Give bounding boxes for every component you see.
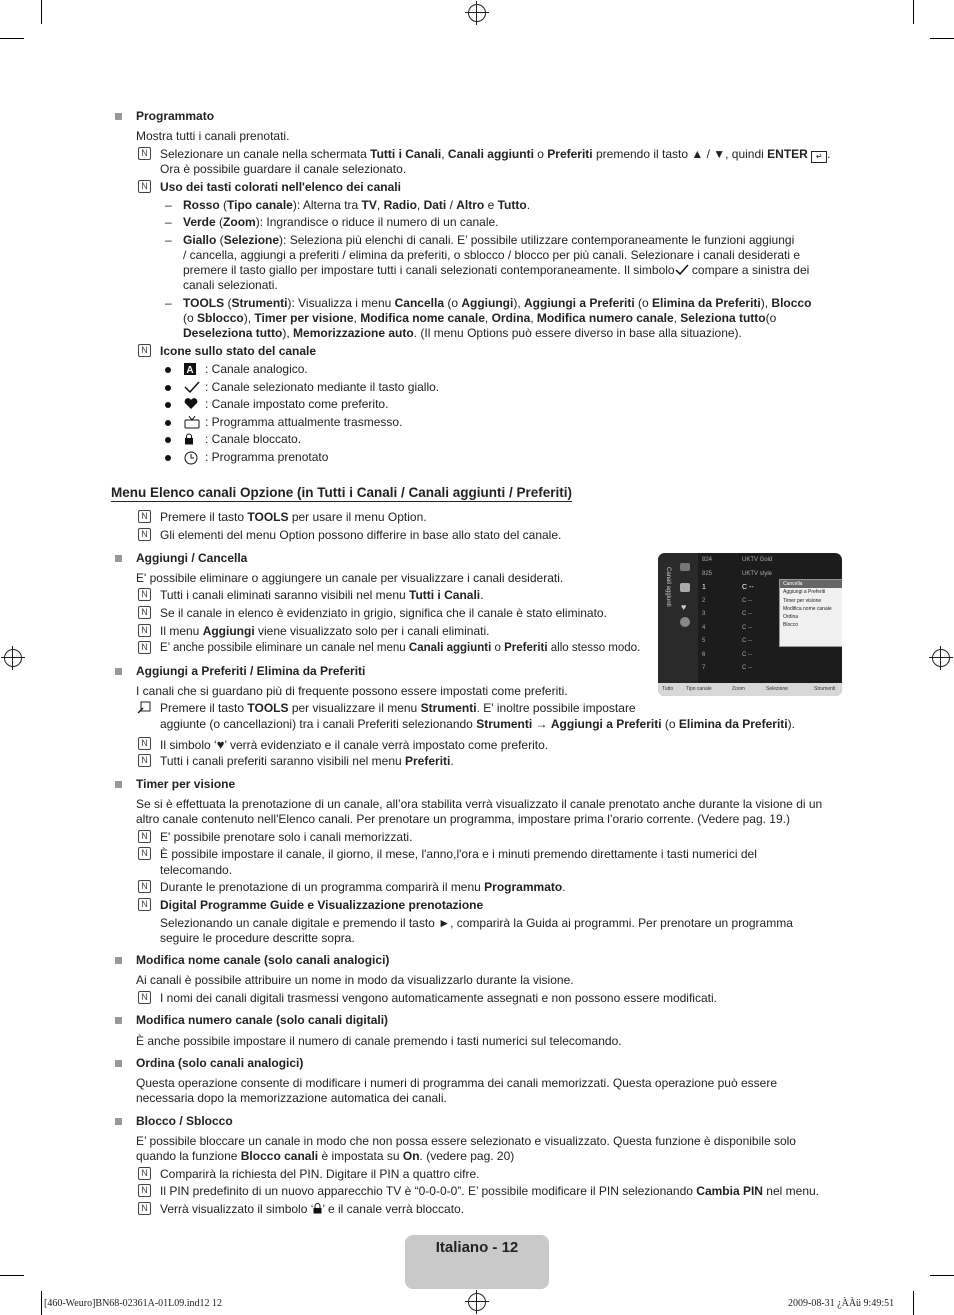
note-icon: N: [138, 180, 151, 193]
bullet-square-icon: [115, 668, 122, 675]
note-icon: N: [138, 606, 151, 619]
note-text: Gli elementi del menu Option possono differire in base allo stato del canale.: [160, 528, 562, 542]
bullet-square-icon: [115, 1118, 122, 1125]
note-text: seguire le procedure descritte sopra.: [160, 931, 355, 945]
dash: –: [165, 233, 172, 247]
tv-channel-number: 1: [702, 584, 706, 591]
text-segment: Memorizzazione auto: [293, 326, 414, 340]
text-segment: ,: [484, 311, 492, 325]
bullet-dot: [165, 455, 171, 461]
footer-right: 2009-08-31 ¿ÀÀü 9:49:51: [788, 1298, 895, 1309]
note-text: Durante le prenotazione di un programma comparirà il menu Programmato.: [160, 880, 566, 894]
note-heading: Digital Programme Guide e Visualizzazione prenotazione: [160, 898, 484, 912]
tv-icon: [184, 416, 200, 433]
section-title: Menu Elenco canali Opzione (in Tutti i Canali / Canali aggiunti / Preferiti): [111, 485, 573, 500]
tv-menu-item: Modifica nome canale: [783, 605, 832, 612]
text-segment: ,: [353, 311, 361, 325]
dash: –: [165, 296, 172, 310]
text-segment: Deseleziona tutto: [183, 326, 283, 340]
tv-channel-number: 6: [702, 651, 706, 658]
bullet-dot: [165, 420, 171, 426]
text-segment: Modifica nome canale: [360, 311, 485, 325]
text-segment: (: [224, 296, 232, 310]
note-text: Premere il tasto TOOLS per usare il menu Option.: [160, 510, 427, 524]
clock-icon: [184, 451, 198, 469]
note-icon: N: [138, 1184, 151, 1197]
text-segment: Modifica numero canale: [536, 311, 674, 325]
bullet-dot: [165, 367, 171, 373]
text-segment: Seleziona tutto: [680, 311, 766, 325]
note-text: Comparirà la richiesta del PIN. Digitare il PIN a quattro cifre.: [160, 1167, 480, 1181]
note-text: Ora è possibile guardare il canale selezionato.: [160, 162, 407, 176]
crop-mark: [41, 0, 42, 24]
tv-channel-list-screenshot: [658, 553, 842, 696]
tv-channel-row: [702, 635, 782, 648]
note-icon: N: [138, 528, 151, 541]
text-segment: ,: [673, 311, 681, 325]
note-text: Il menu Aggiungi viene visualizzato solo per i canali eliminati.: [160, 624, 490, 638]
text: Verde (Zoom): Ingrandisce o riduce il numero di un canale.: [183, 215, 499, 229]
text-segment: (o: [765, 311, 777, 325]
text: altro canale contenuto nell'Elenco canali. Per prenotare un programma, impostare prima l’orario corrente. (Vedere pag. 19.): [136, 812, 790, 826]
text-segment: ),: [282, 326, 294, 340]
tv-channel-name: C --: [742, 665, 752, 671]
heading-timer: Timer per visione: [136, 777, 236, 791]
note-text: I nomi dei canali digitali trasmessi vengono automaticamente assegnati e non possono essere modificati.: [160, 991, 717, 1005]
text: I canali che si guardano più di frequente possono essere impostati come preferiti.: [136, 684, 568, 698]
note-icon: N: [138, 1167, 151, 1180]
text: canali selezionati.: [183, 278, 278, 292]
tv-bottom-bar: [658, 683, 842, 696]
bullet-dot: [165, 402, 171, 408]
dash: –: [165, 215, 172, 229]
text: [183, 296, 811, 311]
note-text: E’ anche possibile eliminare un canale nel menu Canali aggiunti o Preferiti allo stesso modo.: [160, 642, 641, 654]
tv-channel-name: C --: [742, 638, 752, 644]
heading-aggiungi: Aggiungi / Cancella: [136, 551, 248, 565]
note-icon: N: [138, 510, 151, 523]
tv-channel-name: C --: [742, 584, 754, 591]
note-icon: N: [138, 588, 151, 601]
heart-icon: ♥: [216, 737, 225, 752]
tv-menu-item: Blocco: [783, 622, 799, 629]
bullet-dot: [165, 385, 171, 391]
analog-a-icon: [184, 363, 196, 379]
note-text: Il PIN predefinito di un nuovo apparecchio TV è “0-0-0-0”. E’ possibile modificare il PIN selezionando Cambia PIN nel menu.: [160, 1184, 820, 1198]
crop-mark: [0, 38, 24, 39]
registration-mark-icon: [932, 649, 950, 667]
text: Mostra tutti i canali prenotati.: [136, 129, 290, 143]
heading-programmato: Programmato: [136, 109, 215, 123]
text: [183, 326, 742, 341]
heading-blocco: Blocco / Sblocco: [136, 1114, 233, 1128]
icon-description: : Canale impostato come preferito.: [205, 397, 389, 412]
note-text: Tutti i canali eliminati saranno visibili nel menu Tutti i Canali.: [160, 588, 484, 602]
note-heading: Icone sullo stato del canale: [160, 344, 317, 358]
icon-description: : Programma attualmente trasmesso.: [205, 414, 403, 429]
text-segment: ): Visualizza i menu: [287, 296, 395, 310]
crop-mark: [913, 1291, 914, 1315]
registration-mark-icon: [468, 4, 486, 22]
crop-mark: [930, 1275, 954, 1276]
bullet-square-icon: [115, 1060, 122, 1067]
check-icon: [184, 381, 200, 397]
text-segment: (o: [634, 296, 653, 310]
tv-channel-name: UKTV style: [742, 570, 773, 577]
heading-modifica-nome: Modifica nome canale (solo canali analogici): [136, 953, 390, 967]
tv-channel-number: 5: [702, 638, 706, 644]
tv-channel-row: [702, 568, 782, 581]
bullet-square-icon: [115, 957, 122, 964]
text: Se si è effettuata la prenotazione di un canale, all’ora stabilita verrà visualizzato il canale prenotato anche durante la visione di un: [136, 797, 823, 811]
crop-mark: [913, 0, 914, 24]
note-text: Il simbolo ‘♥’ verrà evidenziato e il canale verrà impostato come preferito.: [160, 737, 549, 752]
tools-icon: [137, 701, 151, 714]
page-number: Italiano - 12: [435, 1239, 519, 1256]
check-icon: [675, 264, 689, 276]
tv-channel-row: [702, 649, 782, 662]
crop-mark: [41, 1291, 42, 1315]
tv-channel-row: [702, 554, 782, 567]
tv-channel-row: [702, 662, 782, 675]
tv-bottom-label: Tipo canale: [686, 686, 712, 692]
text: quando la funzione Blocco canali è impostata su On. (vedere pag. 20): [136, 1149, 515, 1163]
tv-menu-item: Timer per visione: [783, 597, 822, 604]
bullet-square-icon: [115, 1017, 122, 1024]
tv-channel-number: 824: [702, 557, 713, 563]
tv-channel-name: C --: [742, 597, 752, 604]
text: / cancella, aggiungi a preferiti / elimina da preferiti, o sblocco / blocco per più canali. Selezionare i canali desiderati e: [183, 248, 801, 262]
tv-bottom-label: Zoom: [732, 686, 745, 692]
text: È anche possibile impostare il numero di canale premendo i tasti numerici sul telecomando.: [136, 1034, 622, 1048]
tv-bottom-label: Strumenti: [814, 686, 836, 692]
tv-channel-name: C --: [742, 651, 752, 658]
antenna-icon: [680, 563, 690, 571]
heading-preferiti: Aggiungi a Preferiti / Elimina da Preferiti: [136, 664, 366, 678]
note-icon: N: [138, 830, 151, 843]
clock-icon: [680, 617, 690, 627]
text-segment: Aggiungi a Preferiti: [524, 296, 635, 310]
text-segment: Aggiungi: [461, 296, 514, 310]
text-segment: ),: [243, 311, 255, 325]
tv-channel-name: C --: [742, 624, 752, 631]
bullet-square-icon: [115, 781, 122, 788]
note-text: Premere il tasto TOOLS per visualizzare il menu Strumenti. E' inoltre possibile impostare: [160, 701, 636, 715]
note-icon: N: [138, 344, 151, 357]
tv-channel-row: [702, 581, 782, 594]
registration-mark-icon: [468, 1293, 486, 1311]
tv-menu-item: Cancella: [780, 580, 842, 588]
text-segment: ),: [760, 296, 772, 310]
text-segment: Timer per visione: [254, 311, 354, 325]
tv-channel-row: [702, 622, 782, 635]
tv-channel-number: 3: [702, 611, 706, 617]
dash: –: [165, 198, 172, 212]
note-icon: N: [138, 1202, 151, 1215]
note-text: Selezionando un canale digitale e premendo il tasto ►, comparirà la Guida ai programmi. Per prenotare un programma: [160, 916, 793, 930]
note-icon: N: [138, 641, 151, 654]
text: Questa operazione consente di modificare i numeri di programma dei canali memorizzati. Questa operazione può essere: [136, 1076, 777, 1090]
tv-channel-number: 825: [702, 570, 713, 577]
text-segment: (o: [183, 311, 198, 325]
tv-channel-number: 2: [702, 597, 706, 604]
note-heading: Uso dei tasti colorati nell'elenco dei canali: [160, 180, 401, 194]
tv-channel-name: UKTV Gold: [742, 557, 773, 563]
note-icon: N: [138, 624, 151, 637]
registration-mark-icon: [4, 649, 22, 667]
text: Ai canali è possibile attribuire un nome in modo da visualizzarlo durante la visione.: [136, 973, 574, 987]
text-segment: Sblocco: [197, 311, 244, 325]
note-text: aggiunte (o cancellazioni) tra i canali Preferiti selezionando Strumenti → Aggiungi a Preferiti (o Elimina da Preferiti).: [160, 717, 795, 731]
bullet-dot: [165, 437, 171, 443]
svg-text:A: A: [186, 365, 194, 375]
text-segment: Cancella: [394, 296, 444, 310]
icon-description: : Canale bloccato.: [205, 432, 302, 447]
tv-sidebar: [658, 553, 698, 683]
note-icon: N: [138, 754, 151, 767]
enter-icon: ↵: [811, 151, 827, 163]
heading-modifica-numero: Modifica numero canale (solo canali digitali): [136, 1013, 389, 1027]
tv-channel-number: 7: [702, 665, 706, 671]
note-text: telecomando.: [160, 863, 233, 877]
note-text: E' possibile prenotare solo i canali memorizzati.: [160, 830, 413, 844]
tv-bottom-label: Tutto: [662, 686, 674, 692]
text-segment: ),: [513, 296, 524, 310]
text-segment: . (Il menu Options può essere diverso in base alla situazione).: [413, 326, 742, 340]
footer-left: [460-Weuro]BN68-02361A-01L09.ind12 12: [44, 1298, 223, 1309]
text-segment: Elimina da Preferiti: [652, 296, 761, 310]
tv-channel-row: [702, 608, 782, 621]
note-icon: N: [138, 898, 151, 911]
tv-side-label: Canali aggiunti: [665, 567, 671, 607]
note-icon: N: [138, 991, 151, 1004]
text: [183, 311, 776, 326]
tv-channel-number: 4: [702, 624, 706, 631]
bullet-square-icon: [115, 113, 122, 120]
text-segment: ,: [530, 311, 537, 325]
note-icon: N: [138, 880, 151, 893]
text-segment: Strumenti: [231, 296, 288, 310]
icon-description: : Canale selezionato mediante il tasto giallo.: [205, 379, 440, 394]
note-text: È possibile impostare il canale, il giorno, il mese, l'anno,l'ora e i minuti premendo direttamente i tasti numerici del: [160, 847, 757, 861]
note-text: Selezionare un canale nella schermata Tutti i Canali, Canali aggiunti o Preferiti premendo il tasto ▲ / ▼, quindi ENTER ↵ .: [160, 147, 831, 161]
tv-menu-item: Ordina: [783, 614, 799, 621]
crop-mark: [930, 38, 954, 39]
tv-channel-row: [702, 595, 782, 608]
note-text: Se il canale in elenco è evidenziato in grigio, significa che il canale è stato eliminato.: [160, 606, 607, 620]
add-icon: [680, 583, 690, 592]
bullet-square-icon: [115, 555, 122, 562]
crop-mark: [0, 1275, 24, 1276]
heart-icon: ♥: [681, 602, 687, 612]
icon-description: : Programma prenotato: [205, 450, 329, 464]
note-icon: N: [138, 737, 151, 750]
note-text: Verrà visualizzato il simbolo ‘ ’ e il canale verrà bloccato.: [160, 1202, 465, 1216]
text: E’ possibile bloccare un canale in modo che non possa essere selezionato e visualizzato. Questa funzione è disponibile solo: [136, 1134, 796, 1148]
text-segment: Blocco: [771, 296, 812, 310]
text-segment: TOOLS: [183, 296, 225, 310]
note-icon: N: [138, 147, 151, 160]
tv-options-menu: [779, 579, 842, 647]
text-segment: (o: [444, 296, 462, 310]
icon-description: : Canale analogico.: [205, 362, 308, 376]
text: premere il tasto giallo per impostare tutti i canali selezionati contemporaneamente. Il simbolo compare a sinistra dei: [183, 263, 810, 277]
tv-menu-item: Aggiungi a Preferiti: [783, 589, 826, 596]
note-icon: N: [138, 847, 151, 860]
tv-bottom-label: Selezione: [766, 686, 788, 692]
tv-channel-name: C --: [742, 611, 752, 617]
heart-icon: [184, 398, 198, 414]
heading-ordina: Ordina (solo canali analogici): [136, 1056, 304, 1070]
text: Giallo (Selezione): Seleziona più elenchi di canali. E’ possibile utilizzare contemporaneamente le funzioni aggiungi: [183, 233, 795, 247]
lock-icon: [184, 433, 194, 449]
text: necessaria dopo la memorizzazione automatica dei canali.: [136, 1091, 447, 1105]
note-text: Tutti i canali preferiti saranno visibili nel menu Preferiti.: [160, 754, 454, 768]
text: E' possibile eliminare o aggiungere un canale per visualizzare i canali desiderati.: [136, 571, 564, 585]
text-segment: Ordina: [491, 311, 531, 325]
text: Rosso (Tipo canale): Alterna tra TV, Radio, Dati / Altro e Tutto.: [183, 198, 531, 212]
